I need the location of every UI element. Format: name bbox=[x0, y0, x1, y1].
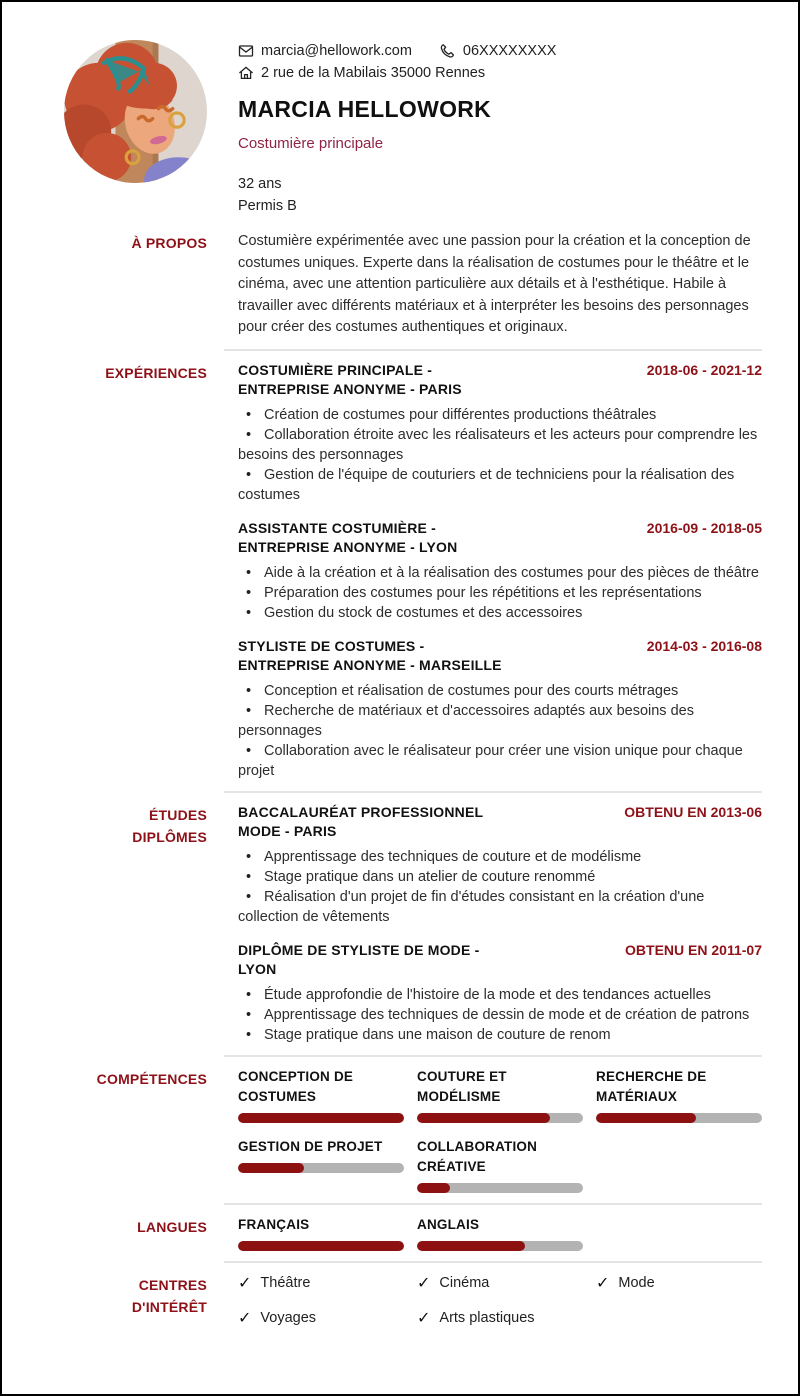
bullet-dot: • bbox=[246, 1006, 252, 1023]
interest-item: ✓ Voyages bbox=[238, 1309, 317, 1327]
language-bar-track bbox=[238, 1241, 404, 1251]
section-label-languages: LANGUES bbox=[137, 1218, 207, 1235]
section-label-skills: COMPÉTENCES bbox=[96, 1070, 207, 1087]
education-bullets bbox=[238, 985, 762, 1045]
check-icon: ✓ bbox=[238, 1274, 252, 1292]
interest-item: ✓ Théâtre bbox=[238, 1274, 311, 1292]
language-item bbox=[417, 1215, 583, 1251]
contact-address bbox=[238, 62, 485, 84]
experience-item bbox=[238, 637, 762, 781]
section-divider bbox=[224, 1055, 762, 1057]
cv-header bbox=[2, 40, 798, 217]
section-divider bbox=[224, 791, 762, 793]
skill-name: GESTION DE PROJET bbox=[238, 1138, 383, 1154]
skill-bar-fill bbox=[417, 1183, 450, 1193]
section-divider bbox=[224, 349, 762, 351]
bullet-item: • Gestion de l'équipe de couturiers et de techniciens pour la réalisation des costumes bbox=[238, 466, 735, 503]
bullet-item: • Conception et réalisation de costumes pour des courts métrages bbox=[246, 682, 679, 699]
education-title: BACCALAURÉAT PROFESSIONNEL MODE - PARIS bbox=[238, 803, 484, 839]
skill-name: COLLABORATION CRÉATIVE bbox=[417, 1138, 538, 1174]
avatar-wrap bbox=[2, 40, 207, 217]
bullet-item: • Stage pratique dans un atelier de couture renommé bbox=[246, 868, 596, 885]
contact-row-1 bbox=[238, 40, 798, 62]
bullet-dot: • bbox=[246, 742, 252, 759]
language-bar-fill bbox=[238, 1241, 404, 1251]
contact-address-text: 2 rue de la Mabilais 35000 Rennes bbox=[261, 65, 486, 81]
education-dates: OBTENU EN 2011-07 bbox=[625, 941, 762, 958]
experience-item bbox=[238, 361, 762, 505]
skill-bar-track bbox=[417, 1183, 583, 1193]
bullet-dot: • bbox=[246, 986, 252, 1003]
check-icon: ✓ bbox=[417, 1309, 431, 1327]
section-label-interests: CENTRES D'INTÉRÊT bbox=[131, 1276, 207, 1315]
skill-bar-track bbox=[417, 1113, 583, 1123]
language-bar-fill bbox=[417, 1241, 525, 1251]
bullet-item: • Réalisation d'un projet de fin d'études consistant en la création d'une collection de vêtements bbox=[238, 888, 705, 925]
experience-item bbox=[238, 519, 762, 623]
languages-grid bbox=[238, 1215, 762, 1251]
section-interests bbox=[2, 1273, 798, 1329]
experience-dates: 2014-03 - 2016-08 bbox=[646, 637, 762, 654]
section-divider bbox=[224, 1203, 762, 1205]
skill-item bbox=[417, 1137, 583, 1193]
candidate-license: Permis B bbox=[238, 197, 297, 214]
bullet-dot: • bbox=[246, 888, 252, 905]
education-item bbox=[238, 803, 762, 927]
contact-email-text: marcia@hellowork.com bbox=[261, 43, 412, 59]
bullet-dot: • bbox=[246, 682, 252, 699]
bullet-item: • Apprentissage des techniques de dessin de mode et de création de patrons bbox=[246, 1006, 750, 1023]
section-languages bbox=[2, 1215, 798, 1251]
check-icon: ✓ bbox=[238, 1309, 252, 1327]
phone-icon bbox=[440, 43, 456, 59]
candidate-meta bbox=[238, 174, 798, 217]
home-icon bbox=[238, 65, 254, 81]
language-name: ANGLAIS bbox=[417, 1216, 480, 1232]
section-experiences bbox=[2, 361, 798, 781]
about-text: Costumière expérimentée avec une passion pour la création et la conception de costumes uniques. Experte dans la réalisation de costumes pour le théâtre et le cinéma, avec une attention particulière aux détails et à l'esthétique. Habile à travailler avec différents matériaux et à interpréter les besoins des personnages pour créer des costumes authentiques et originaux. bbox=[238, 233, 751, 335]
skill-item bbox=[238, 1137, 404, 1193]
contact-phone bbox=[440, 40, 557, 62]
bullet-item: • Apprentissage des techniques de couture et de modélisme bbox=[246, 848, 642, 865]
contact-row-2 bbox=[238, 62, 798, 84]
candidate-age: 32 ans bbox=[238, 176, 282, 192]
skill-name: RECHERCHE DE MATÉRIAUX bbox=[596, 1068, 707, 1104]
bullet-dot: • bbox=[246, 466, 252, 483]
skill-bar-fill bbox=[238, 1163, 304, 1173]
skill-bar-track bbox=[238, 1113, 404, 1123]
bullet-dot: • bbox=[246, 426, 252, 443]
skill-bar-track bbox=[596, 1113, 762, 1123]
section-about bbox=[2, 231, 798, 339]
check-icon: ✓ bbox=[596, 1274, 610, 1292]
experience-bullets bbox=[238, 405, 762, 505]
section-education bbox=[2, 803, 798, 1045]
bullet-dot: • bbox=[246, 406, 252, 423]
interests-grid bbox=[238, 1273, 762, 1329]
bullet-dot: • bbox=[246, 584, 252, 601]
bullet-dot: • bbox=[246, 564, 252, 581]
section-label-education: ÉTUDES DIPLÔMES bbox=[132, 806, 207, 845]
bullet-dot: • bbox=[246, 604, 252, 621]
bullet-item: • Gestion du stock de costumes et des accessoires bbox=[246, 604, 583, 621]
section-label-about: À PROPOS bbox=[131, 235, 207, 251]
skills-grid bbox=[238, 1067, 762, 1193]
bullet-item: • Étude approfondie de l'histoire de la mode et des tendances actuelles bbox=[246, 986, 711, 1003]
skill-item bbox=[596, 1067, 762, 1123]
section-divider bbox=[224, 1261, 762, 1263]
education-bullets bbox=[238, 847, 762, 927]
skill-item bbox=[417, 1067, 583, 1123]
bullet-item: • Collaboration avec le réalisateur pour créer une vision unique pour chaque projet bbox=[238, 742, 743, 779]
skill-bar-fill bbox=[596, 1113, 696, 1123]
education-item bbox=[238, 941, 762, 1045]
experience-bullets bbox=[238, 563, 762, 623]
skill-name: CONCEPTION DE COSTUMES bbox=[238, 1068, 354, 1104]
skill-name: COUTURE ET MODÉLISME bbox=[417, 1068, 507, 1104]
contact-phone-text: 06XXXXXXXX bbox=[462, 43, 557, 59]
mail-icon bbox=[238, 43, 254, 59]
bullet-item: • Recherche de matériaux et d'accessoires adaptés aux besoins des personnages bbox=[238, 702, 694, 739]
candidate-name: MARCIA HELLOWORK bbox=[238, 96, 492, 122]
experience-dates: 2018-06 - 2021-12 bbox=[646, 361, 762, 378]
education-dates: OBTENU EN 2013-06 bbox=[624, 803, 762, 820]
skill-bar-fill bbox=[417, 1113, 550, 1123]
experience-bullets bbox=[238, 681, 762, 781]
skill-bar-track bbox=[238, 1163, 404, 1173]
experience-title: STYLISTE DE COSTUMES - ENTREPRISE ANONYME - MARSEILLE bbox=[238, 637, 502, 673]
check-icon: ✓ bbox=[417, 1274, 431, 1292]
bullet-item: • Aide à la création et à la réalisation des costumes pour des pièces de théâtre bbox=[246, 564, 759, 581]
interest-item: ✓ Arts plastiques bbox=[417, 1309, 535, 1327]
experience-dates: 2016-09 - 2018-05 bbox=[646, 519, 762, 536]
bullet-dot: • bbox=[246, 1026, 252, 1043]
skill-item bbox=[238, 1067, 404, 1123]
bullet-item: • Collaboration étroite avec les réalisateurs et les acteurs pour comprendre les besoins des personnages bbox=[238, 426, 758, 463]
header-content bbox=[238, 40, 798, 217]
experience-title: ASSISTANTE COSTUMIÈRE - ENTREPRISE ANONYME - LYON bbox=[238, 519, 458, 555]
section-label-experiences: EXPÉRIENCES bbox=[105, 364, 207, 381]
interest-item: ✓ Cinéma bbox=[417, 1274, 490, 1292]
candidate-job-title: Costumière principale bbox=[238, 135, 384, 152]
bullet-item: • Stage pratique dans une maison de couture de renom bbox=[246, 1026, 611, 1043]
contact-email bbox=[238, 40, 412, 62]
bullet-dot: • bbox=[246, 848, 252, 865]
avatar bbox=[64, 40, 207, 183]
bullet-dot: • bbox=[246, 702, 252, 719]
bullet-item: • Création de costumes pour différentes productions théâtrales bbox=[246, 406, 657, 423]
language-name: FRANÇAIS bbox=[238, 1216, 310, 1232]
education-title: DIPLÔME DE STYLISTE DE MODE - LYON bbox=[238, 941, 480, 977]
bullet-dot: • bbox=[246, 868, 252, 885]
bullet-item: • Préparation des costumes pour les répétitions et les représentations bbox=[246, 584, 702, 601]
interest-item: ✓ Mode bbox=[596, 1274, 655, 1292]
skill-bar-fill bbox=[238, 1113, 404, 1123]
experience-title: COSTUMIÈRE PRINCIPALE - ENTREPRISE ANONYME - PARIS bbox=[238, 361, 462, 397]
language-bar-track bbox=[417, 1241, 583, 1251]
section-skills bbox=[2, 1067, 798, 1193]
language-item bbox=[238, 1215, 404, 1251]
